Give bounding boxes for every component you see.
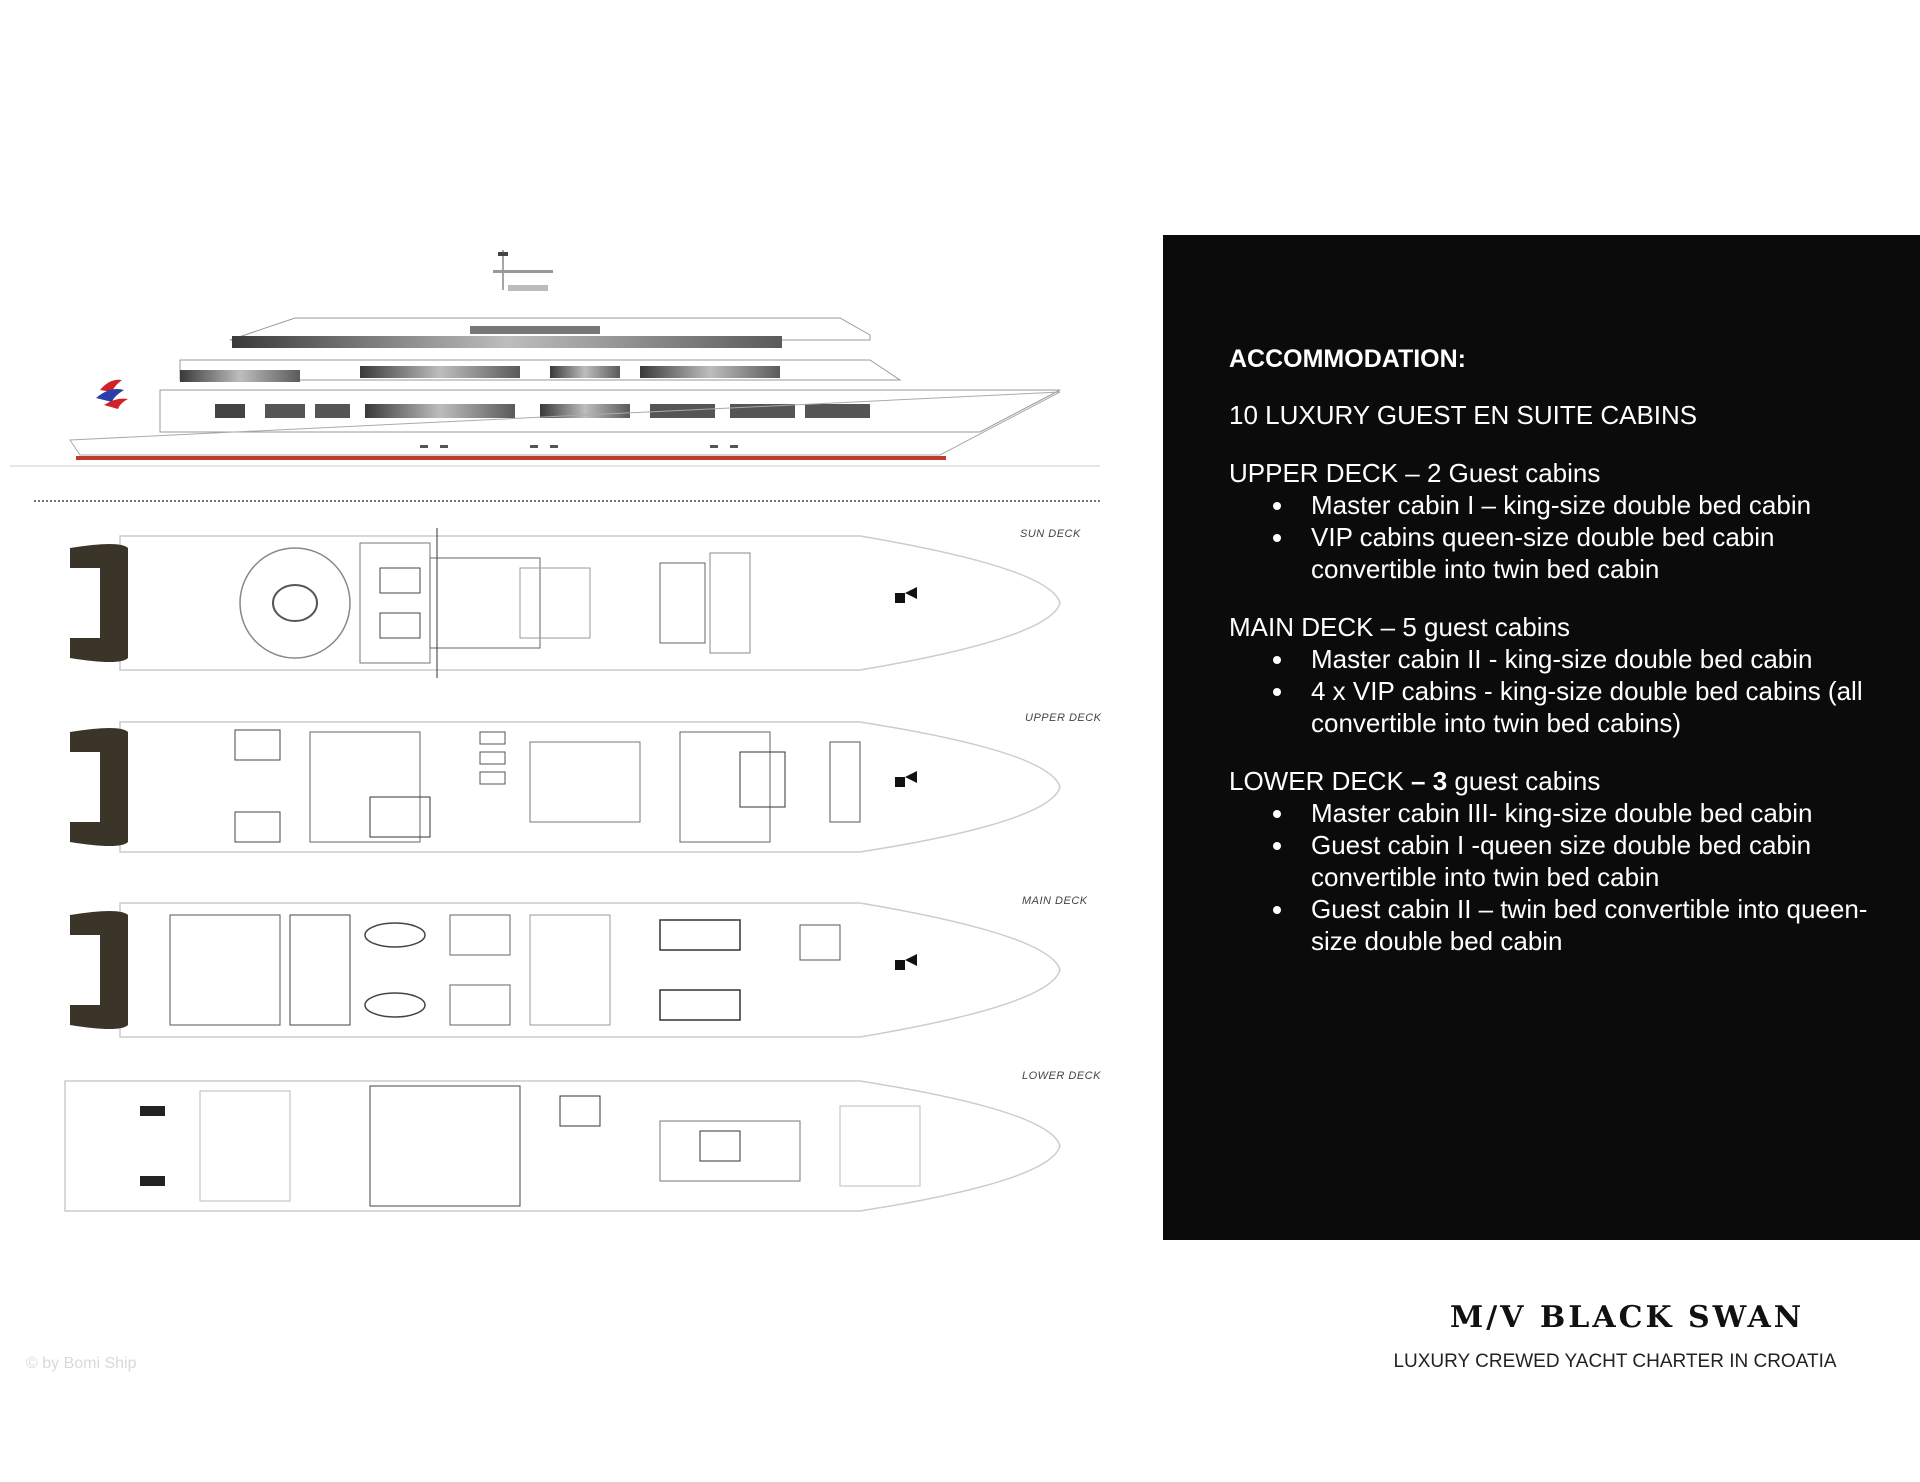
main-deck-label: MAIN DECK xyxy=(1022,895,1088,907)
upper-deck-plan xyxy=(60,712,1102,862)
main-deck-plan xyxy=(60,895,1088,1045)
copyright-note: © by Bomi Ship xyxy=(26,1355,137,1372)
yacht-side-profile xyxy=(10,240,1100,470)
list-item: Master cabin I – king-size double bed cabin xyxy=(1311,489,1889,521)
heading-count: – 3 xyxy=(1411,766,1448,796)
lower-deck-section xyxy=(1229,765,1889,957)
heading-prefix: LOWER DECK xyxy=(1229,766,1412,796)
section-heading: UPPER DECK – 2 Guest cabins xyxy=(1229,458,1601,488)
sun-deck-plan xyxy=(60,528,1081,678)
upper-deck-label: UPPER DECK xyxy=(1025,712,1102,724)
section-heading xyxy=(1229,765,1889,797)
yacht-name: M/V BLACK SWAN xyxy=(1450,1300,1805,1335)
tagline: LUXURY CREWED YACHT CHARTER IN CROATIA xyxy=(1393,1351,1837,1372)
lower-deck-label: LOWER DECK xyxy=(1022,1070,1101,1082)
list-item: Master cabin III- king-size double bed cabin xyxy=(1311,797,1889,829)
list-item: 4 x VIP cabins - king-size double bed cabins (all convertible into twin bed cabins) xyxy=(1311,675,1889,739)
main-deck-section xyxy=(1229,611,1889,739)
cabin-list xyxy=(1229,797,1889,957)
sun-deck-label: SUN DECK xyxy=(1020,528,1081,540)
lower-deck-plan xyxy=(60,1066,1101,1216)
list-item: Guest cabin I -queen size double bed cabin convertible into twin bed cabin xyxy=(1311,829,1889,893)
accommodation-title: ACCOMMODATION: xyxy=(1229,345,1466,373)
cabin-total: 10 LUXURY GUEST EN SUITE CABINS xyxy=(1229,400,1698,430)
section-heading: MAIN DECK – 5 guest cabins xyxy=(1229,612,1571,642)
cabin-list xyxy=(1229,643,1889,739)
list-item: Master cabin II - king-size double bed cabin xyxy=(1311,643,1889,675)
cabin-list xyxy=(1229,489,1889,585)
list-item: VIP cabins queen-size double bed cabin convertible into twin bed cabin xyxy=(1311,521,1889,585)
heading-suffix: guest cabins xyxy=(1447,766,1601,796)
dotted-divider xyxy=(34,500,1100,502)
flag-logo xyxy=(96,380,128,409)
list-item: Guest cabin II – twin bed convertible into queen-size double bed cabin xyxy=(1311,893,1889,957)
upper-deck-section xyxy=(1229,457,1889,585)
accommodation-panel xyxy=(1163,235,1920,1240)
